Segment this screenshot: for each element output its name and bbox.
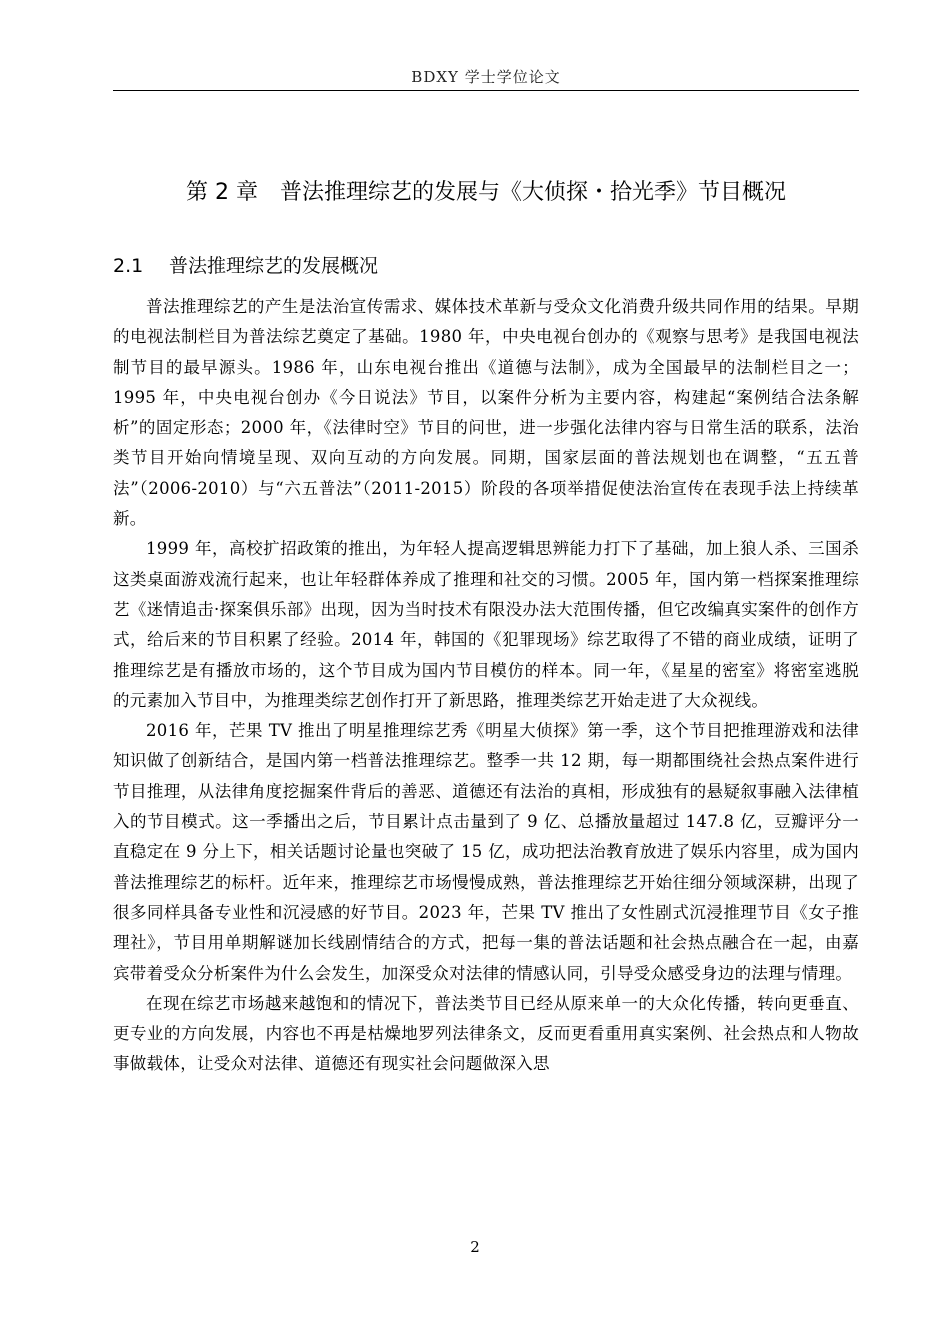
section-number: 2.1 xyxy=(113,255,144,277)
page-number: 2 xyxy=(470,1238,480,1256)
chapter-title: 第 2 章 普法推理综艺的发展与《大侦探・拾光季》节目概况 xyxy=(186,180,786,205)
paragraph: 普法推理综艺的产生是法治宣传需求、媒体技术革新与受众文化消费升级共同作用的结果。早期的电视法制栏目为普法综艺奠定了基础。1980 年，中央电视台创办的《观察与思考》是我国电视法制节目的最早源头。1986 年，山东电视台推出《道德与法制》，成为全国最早的法制栏目之一；1995 年，中央电视台创办《今日说法》节目，以案件分析为主要内容，构建起“案例结合法条解析”的固定形态；2000 年，《法律时空》节目的问世，进一步强化法律内容与日常生活的联系，法治类节目开始向情境呈现、双向互动的方向发展。同期，国家层面的普法规划也在调整，“五五普法”（2006-2010）与“六五普法”（2011-2015）阶段的各项举措促使法治宣传在表现手法上持续革新。 xyxy=(113,297,859,529)
body-text xyxy=(113,292,859,1080)
header-rule xyxy=(113,90,859,91)
paragraph: 在现在综艺市场越来越饱和的情况下，普法类节目已经从原来单一的大众化传播，转向更垂直、更专业的方向发展，内容也不再是枯燥地罗列法律条文，反而更看重用真实案例、社会热点和人物故事做载体，让受众对法律、道德还有现实社会问题做深入思 xyxy=(113,993,859,1074)
running-header: BDXY 学士学位论文 xyxy=(411,68,561,86)
paragraph: 2016 年，芒果 TV 推出了明星推理综艺秀《明星大侦探》第一季，这个节目把推理游戏和法律知识做了创新结合，是国内第一档普法推理综艺。整季一共 12 期，每一期都围绕社会热点案件进行节目推理，从法律角度挖掘案件背后的善恶、道德还有法治的真相，形成独有的悬疑叙事融入法律植入的节目模式。这一季播出之后，节目累计点击量到了 9 亿、总播放量超过 147.8 亿，豆瓣评分一直稳定在 9 分上下，相关话题讨论量也突破了 15 亿，成功把法治教育放进了娱乐内容里，成为国内普法推理综艺的标杆。近年来，推理综艺市场慢慢成熟，普法推理综艺开始往细分领域深耕，出现了很多同样具备专业性和沉浸感的好节目。2023 年，芒果 TV 推出了女性剧式沉浸推理节目《女子推理社》，节目用单期解谜加长线剧情结合的方式，把每一集的普法话题和社会热点融合在一起，由嘉宾带着受众分析案件为什么会发生，加深受众对法律的情感认同，引导受众感受身边的法理与情理。 xyxy=(113,721,859,983)
paragraph: 1999 年，高校扩招政策的推出，为年轻人提高逻辑思辨能力打下了基础，加上狼人杀、三国杀这类桌面游戏流行起来，也让年轻群体养成了推理和社交的习惯。2005 年，国内第一档探案推理综艺《迷情追击·探案俱乐部》出现，因为当时技术有限没办法大范围传播，但它改编真实案件的创作方式，给后来的节目积累了经验。2014 年，韩国的《犯罪现场》综艺取得了不错的商业成绩，证明了推理综艺是有播放市场的，这个节目成为国内节目模仿的样本。同一年，《星星的密室》将密室逃脱的元素加入节目中，为推理类综艺创作打开了新思路，推理类综艺开始走进了大众视线。 xyxy=(113,539,859,710)
section-title: 普法推理综艺的发展概况 xyxy=(169,255,379,277)
section-heading xyxy=(113,252,378,280)
